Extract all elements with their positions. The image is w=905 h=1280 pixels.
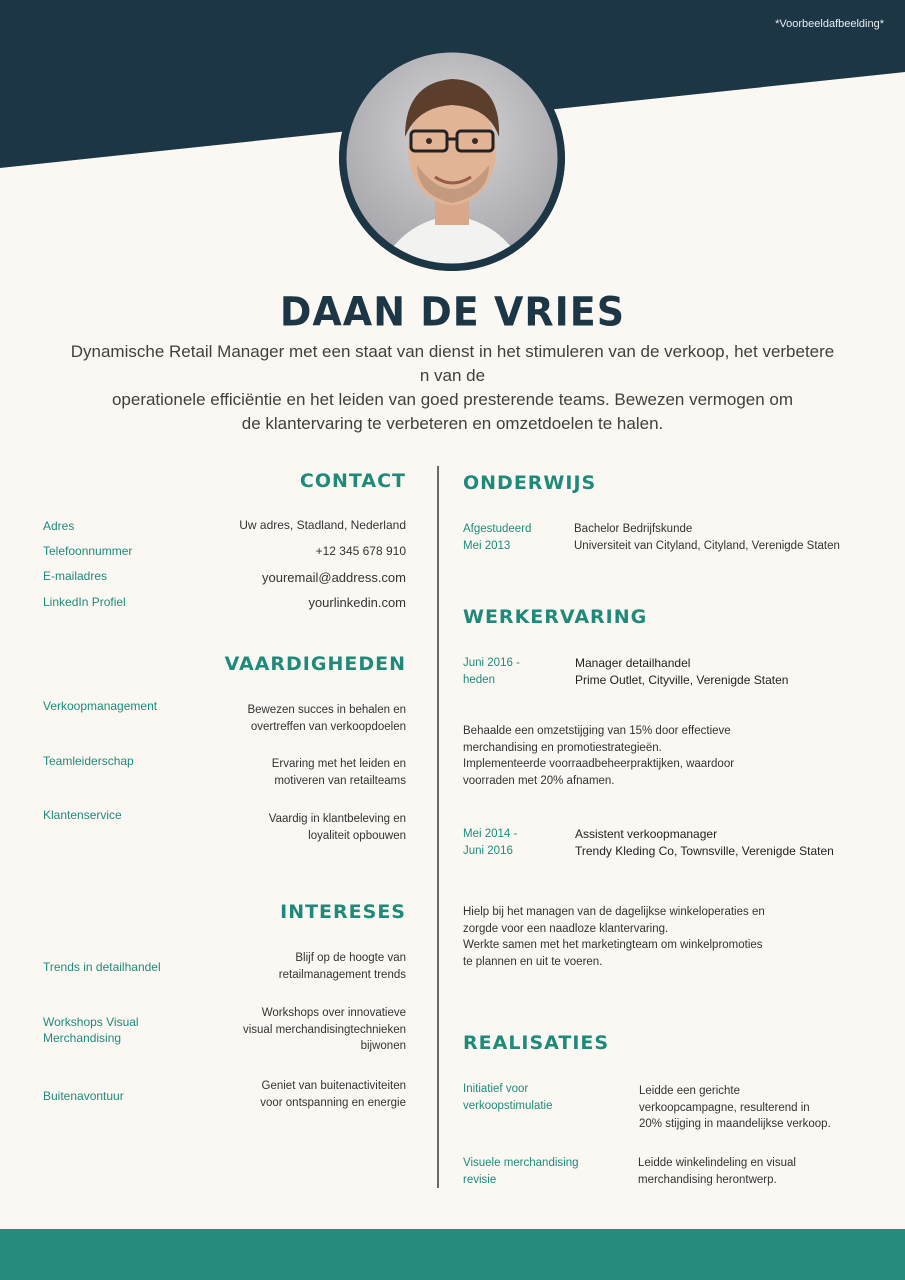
job-description-line: voorraden met 20% afnamen. <box>463 774 615 787</box>
summary-line: n van de <box>419 366 486 385</box>
interest-description-line: Geniet van buitenactiviteiten <box>261 1080 406 1092</box>
achievement-label-line: Visuele merchandising <box>463 1157 579 1169</box>
contact-label-linkedin: LinkedIn Profiel <box>43 595 126 609</box>
interest-description-line: voor ontspanning en energie <box>260 1096 406 1109</box>
skill-description-line: motiveren van retailteams <box>274 774 406 787</box>
education-school: Universiteit van Cityland, Cityland, Verenigde Staten <box>574 539 840 552</box>
contact-label-address: Adres <box>43 519 75 533</box>
summary-line: de klantervaring te verbeteren en omzetdoelen te halen. <box>241 414 664 433</box>
interest-description <box>196 950 406 983</box>
job-description-line: Implementeerde voorraadbeheerpraktijken, waardoor <box>463 758 735 770</box>
skill-label: Verkoopmanagement <box>43 699 158 713</box>
experience-title: WERKERVARING <box>463 606 648 628</box>
job-date-line: heden <box>463 673 495 686</box>
achievement-label-line: Initiatief voor <box>463 1083 529 1095</box>
job-company: Trendy Kleding Co, Townsville, Verenigde Staten <box>575 843 834 858</box>
skill-description <box>196 756 406 789</box>
education-date-line: Afgestudeerd <box>463 523 532 535</box>
job-description-line: merchandising en promotiestrategieën. <box>463 741 662 754</box>
job-date-line: Mei 2014 - <box>463 828 518 840</box>
interests-title: INTERESES <box>280 901 406 923</box>
interest-description <box>196 1005 406 1055</box>
summary-line: operationele efficiëntie en het leiden van goed presterende teams. Bewezen vermogen om <box>111 390 794 409</box>
education-date-line: Mei 2013 <box>463 539 511 552</box>
contact-address: Uw adres, Stadland, Nederland <box>239 518 406 532</box>
interest-label-line: Trends in detailhandel <box>43 960 161 974</box>
candidate-name: DAAN DE VRIES <box>279 288 626 336</box>
skill-description-line: Bewezen succes in behalen en <box>247 704 406 716</box>
skill-label: Teamleiderschap <box>43 754 134 768</box>
achievement-description-line: 20% stijging in maandelijkse verkoop. <box>639 1118 831 1130</box>
achievement-description <box>639 1083 879 1133</box>
skill-description-line: Vaardig in klantbeleving en <box>268 813 406 825</box>
contact-label-email: E-mailadres <box>43 569 108 583</box>
job-company: Prime Outlet, Cityville, Verenigde Staten <box>575 672 789 687</box>
contact-title: CONTACT <box>299 470 406 492</box>
achievement-description-line: verkoopcampagne, resulterend in <box>639 1101 810 1114</box>
job-role: Assistent verkoopmanager <box>575 827 718 841</box>
job-heading <box>575 655 885 688</box>
skills-title: VAARDIGHEDEN <box>224 653 406 675</box>
education-details <box>574 521 874 554</box>
job-description-line: Behaalde een omzetstijging van 15% door effectieve <box>463 725 731 737</box>
skill-description-line: overtreffen van verkoopdoelen <box>250 720 406 733</box>
interest-label <box>43 959 161 975</box>
education-degree: Bachelor Bedrijfskunde <box>574 523 693 535</box>
interest-description-line: Blijf op de hoogte van <box>295 952 406 964</box>
job-date-line: Juni 2016 <box>463 844 513 857</box>
job-description-line: Werkte samen met het marketingteam om winkelpromoties <box>463 939 763 951</box>
column-divider <box>437 466 439 1188</box>
interest-description-line: bijwonen <box>360 1040 406 1052</box>
contact-linkedin[interactable]: yourlinkedin.com <box>308 595 406 610</box>
job-heading <box>575 826 895 859</box>
interest-description <box>196 1078 406 1111</box>
skill-description <box>196 811 406 844</box>
interest-description-line: visual merchandisingtechnieken <box>242 1023 406 1036</box>
watermark: *Voorbeeldafbeelding* <box>775 18 884 30</box>
achievements-title: REALISATIES <box>463 1032 610 1054</box>
job-date <box>463 655 520 688</box>
profile-summary <box>70 340 835 436</box>
interest-description-line: retailmanagement trends <box>278 968 406 981</box>
interest-label-line: Workshops Visual <box>43 1015 139 1029</box>
achievement-description <box>638 1155 878 1188</box>
contact-email[interactable]: youremail@address.com <box>262 570 406 585</box>
job-description <box>463 904 803 970</box>
job-date-line: Juni 2016 - <box>463 657 520 669</box>
job-description-line: zorgde voor een naadloze klantervaring. <box>463 922 669 935</box>
achievement-label <box>463 1081 552 1114</box>
skill-label: Klantenservice <box>43 808 122 822</box>
interest-label <box>43 1014 139 1046</box>
job-description-line: te plannen en uit te voeren. <box>463 955 603 968</box>
achievement-label-line: revisie <box>463 1173 497 1186</box>
skill-description-line: Ervaring met het leiden en <box>271 758 406 770</box>
interest-label-line: Buitenavontuur <box>43 1089 124 1103</box>
education-date <box>463 521 531 554</box>
achievement-label <box>463 1155 579 1188</box>
achievement-description-line: merchandising herontwerp. <box>638 1173 777 1186</box>
job-description-line: Hielp bij het managen van de dagelijkse winkeloperaties en <box>463 906 765 918</box>
achievement-description-line: Leidde winkelindeling en visual <box>638 1157 796 1169</box>
contact-label-phone: Telefoonnummer <box>43 544 133 558</box>
interest-label <box>43 1088 124 1104</box>
summary-line: Dynamische Retail Manager met een staat van dienst in het stimuleren van de verkoop, het verbetere <box>70 342 835 361</box>
skill-description-line: loyaliteit opbouwen <box>308 829 406 842</box>
education-title: ONDERWIJS <box>463 472 597 494</box>
interest-label-line: Merchandising <box>43 1031 122 1045</box>
achievement-description-line: Leidde een gerichte <box>639 1085 741 1097</box>
achievement-label-line: verkoopstimulatie <box>463 1099 553 1112</box>
skill-description <box>196 702 406 735</box>
job-role: Manager detailhandel <box>575 656 691 670</box>
interest-description-line: Workshops over innovatieve <box>261 1007 406 1019</box>
profile-photo <box>339 45 565 271</box>
footer-bar <box>0 1229 905 1280</box>
contact-phone: +12 345 678 910 <box>315 544 406 558</box>
job-description <box>463 723 793 789</box>
job-date <box>463 826 517 859</box>
